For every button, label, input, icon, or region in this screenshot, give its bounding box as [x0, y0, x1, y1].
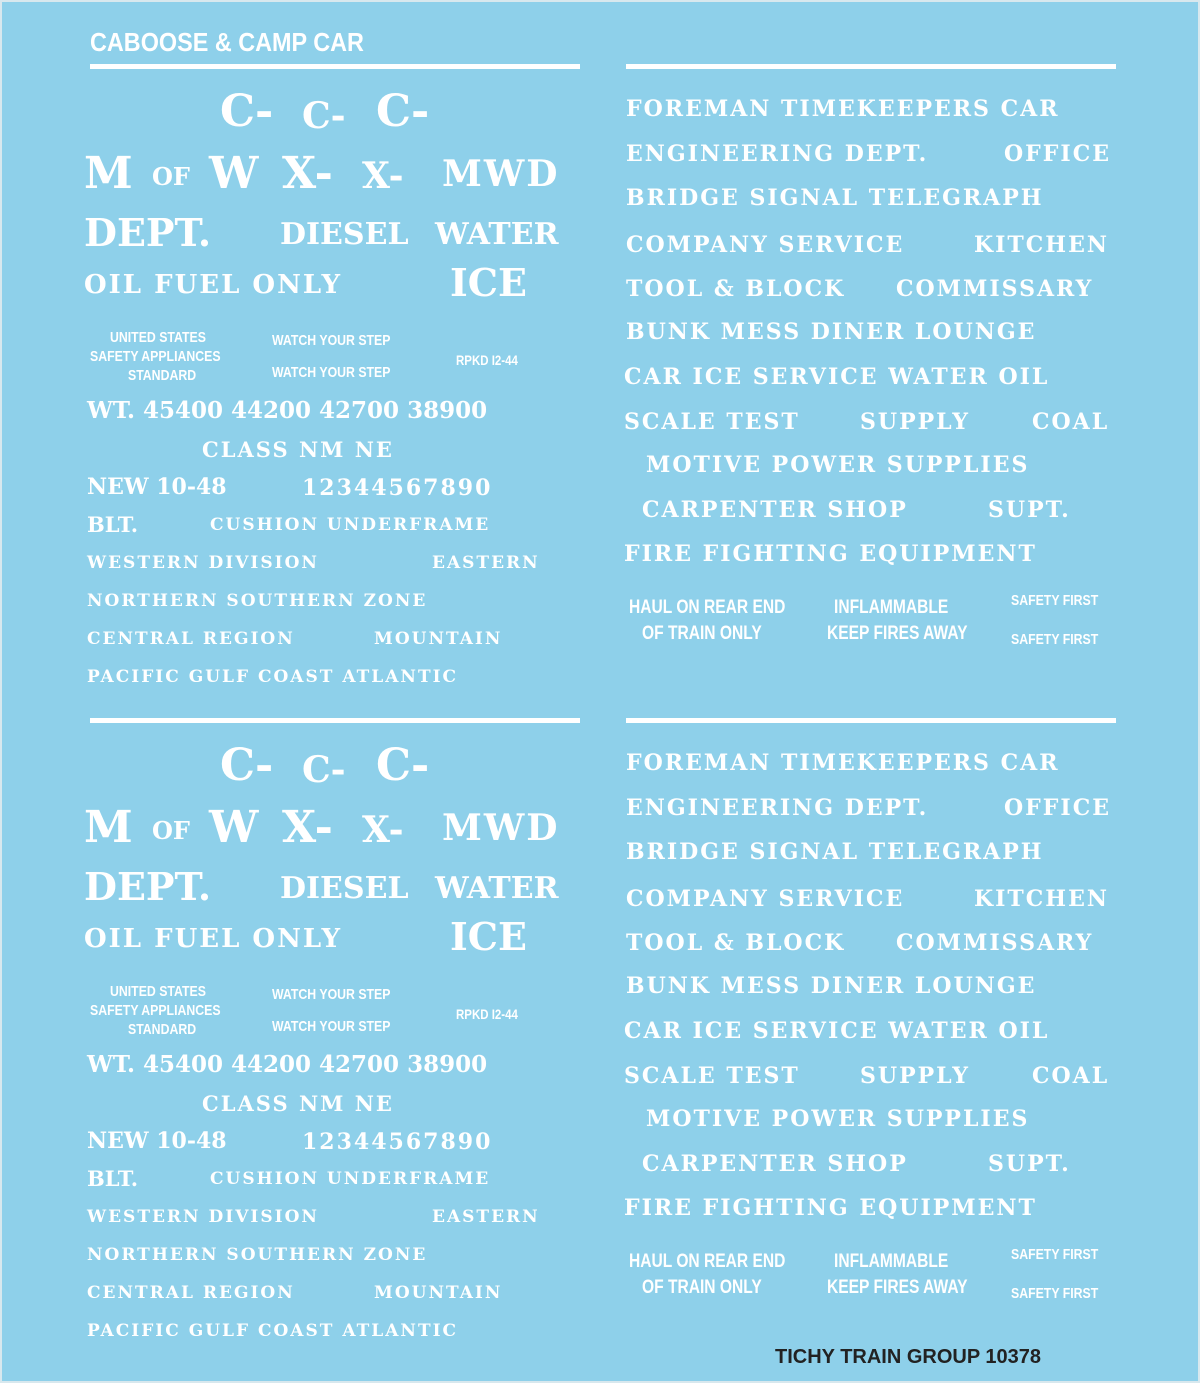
- top-right-bunk-decal: BUNK MESS DINER LOUNGE: [626, 319, 1037, 345]
- top-left-numbers-decal: 12344567890: [302, 475, 493, 501]
- bottom-right-office-decal: OFFICE: [1004, 795, 1111, 821]
- top-right-safety1-decal: SAFETY FIRST: [1011, 592, 1099, 609]
- bottom-right-company-decal: COMPANY SERVICE: [626, 886, 905, 912]
- top-left-water-decal: WATER: [435, 217, 559, 252]
- top-right-kitchen-decal: KITCHEN: [974, 232, 1109, 258]
- bottom-right-fire-decal: FIRE FIGHTING EQUIPMENT: [624, 1195, 1037, 1221]
- bottom-right-car-ice-decal: CAR ICE SERVICE WATER OIL: [624, 1018, 1050, 1044]
- bottom-right-commissary-decal: COMMISSARY: [896, 930, 1094, 956]
- bottom-left-c-line-0-decal: C-: [220, 740, 274, 791]
- top-left-blt-decal: BLT.: [87, 512, 139, 537]
- bottom-left-safety-l2-decal: SAFETY APPLIANCES: [90, 1002, 221, 1019]
- bottom-left-new-decal: NEW 10-48: [87, 1128, 227, 1154]
- top-left-mofw-mwd-decal: MWD: [442, 153, 560, 195]
- top-left-weights-decal: WT. 45400 44200 42700 38900: [87, 397, 488, 424]
- bottom-left-cushion-decal: CUSHION UNDERFRAME: [210, 1169, 491, 1189]
- bottom-left-class-decal: CLASS NM NE: [202, 1091, 394, 1116]
- top-left-c-line-2-decal: C-: [376, 86, 430, 137]
- top-left-ice-decal: ICE: [450, 260, 527, 305]
- bottom-left-oil-fuel-only-decal: OIL FUEL ONLY: [84, 924, 343, 954]
- top-left-eastern-decal: EASTERN: [432, 553, 540, 573]
- bottom-right-haul2-decal: OF TRAIN ONLY: [642, 1277, 762, 1298]
- top-left-central-decal: CENTRAL REGION: [87, 629, 295, 649]
- bottom-left-dept-decal: DEPT.: [84, 864, 212, 909]
- bottom-left-mountain-decal: MOUNTAIN: [374, 1283, 503, 1303]
- top-left-diesel-decal: DIESEL: [280, 217, 409, 252]
- top-right-fire-decal: FIRE FIGHTING EQUIPMENT: [624, 541, 1037, 567]
- bottom-right-motive-decal: MOTIVE POWER SUPPLIES: [646, 1106, 1030, 1132]
- bottom-left-mofw-mwd-decal: MWD: [442, 807, 560, 849]
- top-left-mountain-decal: MOUNTAIN: [374, 629, 503, 649]
- bottom-right-scale-decal: SCALE TEST: [624, 1063, 800, 1089]
- top-left-oil-fuel-only-decal: OIL FUEL ONLY: [84, 270, 343, 300]
- bottom-left-safety-l1-decal: UNITED STATES: [110, 983, 206, 1000]
- bottom-right-bridge-decal: BRIDGE SIGNAL TELEGRAPH: [626, 839, 1044, 865]
- top-left-class-decal: CLASS NM NE: [202, 437, 394, 462]
- top-left-rpkd-decal: RPKD I2-44: [456, 352, 518, 368]
- top-right-carpenter-decal: CARPENTER SHOP: [642, 497, 908, 523]
- top-left-new-decal: NEW 10-48: [87, 474, 227, 500]
- bottom-right-haul1-decal: HAUL ON REAR END: [629, 1251, 786, 1272]
- bottom-right-bunk-decal: BUNK MESS DINER LOUNGE: [626, 973, 1037, 999]
- top-right-foreman-decal: FOREMAN TIMEKEEPERS CAR: [626, 96, 1060, 122]
- sheet-title: CABOOSE & CAMP CAR: [90, 27, 364, 57]
- top-right-engineering-decal: ENGINEERING DEPT.: [626, 141, 929, 167]
- top-left-dept-decal: DEPT.: [84, 210, 212, 255]
- bottom-right-safety1-decal: SAFETY FIRST: [1011, 1246, 1099, 1263]
- top-left-c-line-0-decal: C-: [220, 86, 274, 137]
- bottom-left-mofw-m-decal: M: [84, 802, 133, 853]
- bottom-left-watch1-decal: WATCH YOUR STEP: [272, 986, 391, 1003]
- top-right-commissary-decal: COMMISSARY: [896, 276, 1094, 302]
- top-right-office-decal: OFFICE: [1004, 141, 1111, 167]
- bottom-left-mofw-x1-decal: X-: [282, 802, 333, 853]
- top-left-cushion-decal: CUSHION UNDERFRAME: [210, 515, 491, 535]
- top-right-scale-decal: SCALE TEST: [624, 409, 800, 435]
- top-left-c-line-1-decal: C-: [302, 95, 346, 137]
- bottom-left-c-line-1-decal: C-: [302, 749, 346, 791]
- bottom-right-tool-decal: TOOL & BLOCK: [626, 930, 846, 956]
- bottom-divider-rule: [90, 718, 580, 723]
- bottom-left-safety-l3-decal: STANDARD: [128, 1021, 197, 1038]
- bottom-left-mofw-w-decal: W: [209, 802, 259, 853]
- top-right-supply-decal: SUPPLY: [860, 409, 970, 435]
- bottom-left-pacific-decal: PACIFIC GULF COAST ATLANTIC: [87, 1321, 459, 1341]
- credit-line: TICHY TRAIN GROUP 10378: [775, 1346, 1042, 1368]
- bottom-left-central-decal: CENTRAL REGION: [87, 1283, 295, 1303]
- top-left-mofw-of-decal: OF: [152, 162, 190, 191]
- top-left-pacific-decal: PACIFIC GULF COAST ATLANTIC: [87, 667, 459, 687]
- top-left-northern-decal: NORTHERN SOUTHERN ZONE: [87, 591, 428, 611]
- bottom-right-inflam2-decal: KEEP FIRES AWAY: [827, 1277, 968, 1298]
- top-left-mofw-x1-decal: X-: [282, 148, 333, 199]
- bottom-left-eastern-decal: EASTERN: [432, 1207, 540, 1227]
- bottom-left-mofw-x2-decal: X-: [362, 809, 404, 851]
- bottom-left-watch2-decal: WATCH YOUR STEP: [272, 1018, 391, 1035]
- top-right-inflam1-decal: INFLAMMABLE: [834, 597, 949, 618]
- bottom-left-diesel-decal: DIESEL: [280, 871, 409, 906]
- bottom-right-inflam1-decal: INFLAMMABLE: [834, 1251, 949, 1272]
- bottom-left-weights-decal: WT. 45400 44200 42700 38900: [87, 1051, 488, 1078]
- bottom-left-blt-decal: BLT.: [87, 1166, 139, 1191]
- bottom-left-numbers-decal: 12344567890: [302, 1129, 493, 1155]
- top-right-car-ice-decal: CAR ICE SERVICE WATER OIL: [624, 364, 1050, 390]
- bottom-right-safety2-decal: SAFETY FIRST: [1011, 1285, 1099, 1302]
- bottom-left-water-decal: WATER: [435, 871, 559, 906]
- top-left-mofw-w-decal: W: [209, 148, 259, 199]
- bottom-left-rpkd-decal: RPKD I2-44: [456, 1006, 518, 1022]
- top-left-safety-l3-decal: STANDARD: [128, 367, 197, 384]
- bottom-right-supply-decal: SUPPLY: [860, 1063, 970, 1089]
- top-right-tool-decal: TOOL & BLOCK: [626, 276, 846, 302]
- top-left-watch1-decal: WATCH YOUR STEP: [272, 332, 391, 349]
- top-right-haul1-decal: HAUL ON REAR END: [629, 597, 786, 618]
- top-right-haul2-decal: OF TRAIN ONLY: [642, 623, 762, 644]
- bottom-left-western-decal: WESTERN DIVISION: [87, 1207, 319, 1227]
- top-left-mofw-x2-decal: X-: [362, 155, 404, 197]
- top-right-bridge-decal: BRIDGE SIGNAL TELEGRAPH: [626, 185, 1044, 211]
- top-right-supt-decal: SUPT.: [988, 497, 1071, 523]
- top-left-watch2-decal: WATCH YOUR STEP: [272, 364, 391, 381]
- bottom-right-supt-decal: SUPT.: [988, 1151, 1071, 1177]
- top-left-safety-l2-decal: SAFETY APPLIANCES: [90, 348, 221, 365]
- bottom-left-mofw-of-decal: OF: [152, 816, 190, 845]
- bottom-right-carpenter-decal: CARPENTER SHOP: [642, 1151, 908, 1177]
- top-divider-rule: [626, 64, 1116, 69]
- bottom-right-engineering-decal: ENGINEERING DEPT.: [626, 795, 929, 821]
- top-right-safety2-decal: SAFETY FIRST: [1011, 631, 1099, 648]
- bottom-right-foreman-decal: FOREMAN TIMEKEEPERS CAR: [626, 750, 1060, 776]
- bottom-divider-rule: [626, 718, 1116, 723]
- bottom-left-c-line-2-decal: C-: [376, 740, 430, 791]
- bottom-left-northern-decal: NORTHERN SOUTHERN ZONE: [87, 1245, 428, 1265]
- bottom-right-kitchen-decal: KITCHEN: [974, 886, 1109, 912]
- top-right-company-decal: COMPANY SERVICE: [626, 232, 905, 258]
- top-left-safety-l1-decal: UNITED STATES: [110, 329, 206, 346]
- top-left-mofw-m-decal: M: [84, 148, 133, 199]
- top-right-inflam2-decal: KEEP FIRES AWAY: [827, 623, 968, 644]
- top-left-western-decal: WESTERN DIVISION: [87, 553, 319, 573]
- top-right-coal-decal: COAL: [1032, 409, 1110, 435]
- bottom-right-coal-decal: COAL: [1032, 1063, 1110, 1089]
- bottom-left-ice-decal: ICE: [450, 914, 527, 959]
- top-right-motive-decal: MOTIVE POWER SUPPLIES: [646, 452, 1030, 478]
- top-divider-rule: [90, 64, 580, 69]
